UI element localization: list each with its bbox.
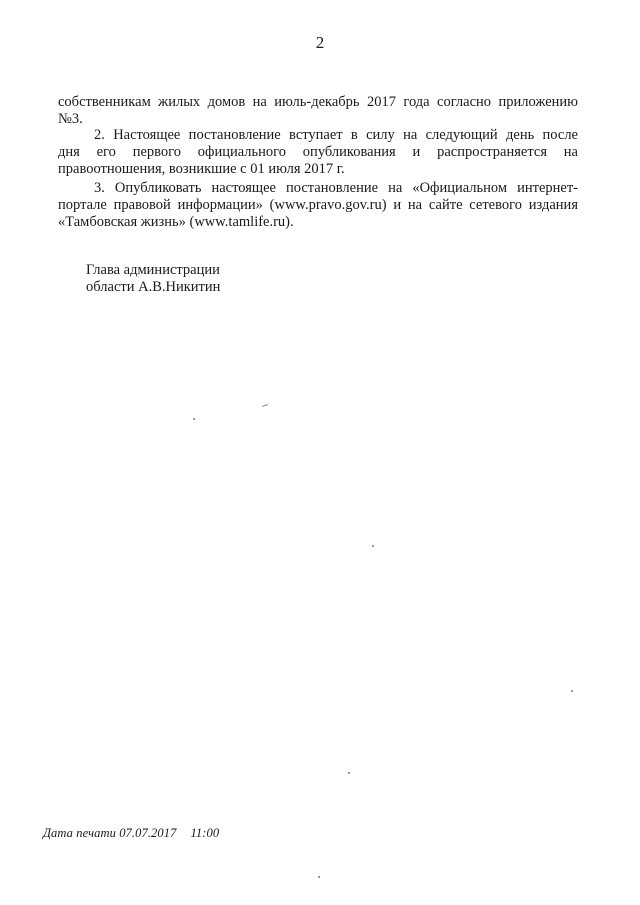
print-date-label: Дата печати 07.07.2017 bbox=[43, 826, 177, 840]
paragraph-3-line-3: «Тамбовская жизнь» (www.tamlife.ru). bbox=[58, 214, 294, 230]
page-number: 2 bbox=[315, 33, 325, 52]
paragraph-1-line-1: собственникам жилых домов на июль-декабрь 2017 года согласно приложению bbox=[58, 94, 578, 110]
paragraph-3 bbox=[58, 180, 578, 231]
signature-title: Глава администрации bbox=[86, 262, 220, 278]
scan-speck bbox=[348, 772, 350, 774]
scan-speck bbox=[193, 418, 195, 420]
paragraph-3-line-1: 3. Опубликовать настоящее постановление на «Официальном интернет- bbox=[94, 180, 578, 196]
scan-speck bbox=[318, 876, 320, 878]
scan-speck bbox=[372, 545, 374, 547]
print-date-footer bbox=[43, 826, 219, 841]
paragraph-2 bbox=[58, 127, 578, 178]
scan-speck bbox=[571, 690, 573, 692]
scan-speck bbox=[262, 404, 268, 407]
paragraph-1-line-2: №3. bbox=[58, 111, 83, 127]
paragraph-2-line-3: правоотношения, возникшие с 01 июля 2017 г. bbox=[58, 161, 345, 177]
paragraph-2-line-2: дня его первого официального опубликования и распространяется на bbox=[58, 144, 578, 160]
signature-name: области А.В.Никитин bbox=[86, 279, 221, 295]
paragraph-3-line-2: портале правовой информации» (www.pravo.gov.ru) и на сайте сетевого издания bbox=[58, 197, 578, 213]
paragraph-2-line-1: 2. Настоящее постановление вступает в силу на следующий день после bbox=[94, 127, 578, 143]
signature-block bbox=[86, 262, 220, 296]
paragraph-1 bbox=[58, 94, 578, 128]
print-time: 11:00 bbox=[190, 826, 220, 840]
